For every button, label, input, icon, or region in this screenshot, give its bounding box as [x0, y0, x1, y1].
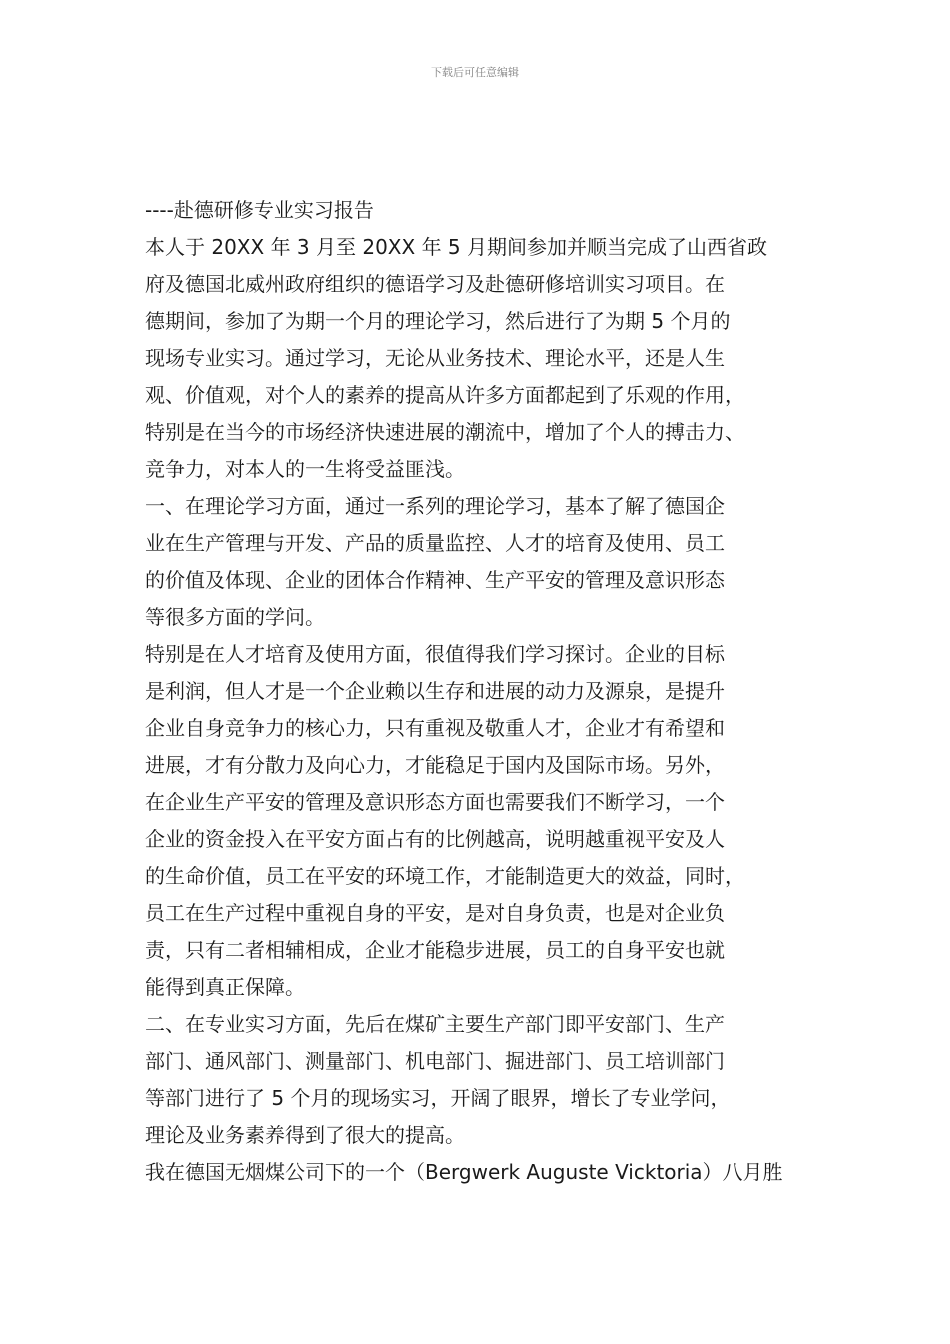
- title-line: ----赴德研修专业实习报告: [145, 198, 374, 222]
- text-line: 等部门进行了 5 个月的现场实习，开阔了眼界，增长了专业学问，: [145, 1086, 731, 1110]
- text-line: 府及德国北威州政府组织的德语学习及赴德研修培训实习项目。在: [145, 272, 725, 296]
- text-line: 二、在专业实习方面，先后在煤矿主要生产部门即平安部门、生产: [145, 1012, 725, 1036]
- text-line: 我在德国无烟煤公司下的一个（Bergwerk Auguste Vicktoria）八月胜: [145, 1160, 783, 1184]
- text-line: 企业的资金投入在平安方面占有的比例越高，说明越重视平安及人: [145, 827, 725, 851]
- text-line: 在企业生产平安的管理及意识形态方面也需要我们不断学习，一个: [145, 790, 725, 814]
- page-header: 下载后可任意编辑: [431, 66, 519, 79]
- text-line: 现场专业实习。通过学习，无论从业务技术、理论水平，还是人生: [145, 346, 725, 370]
- text-line: 特别是在人才培育及使用方面，很值得我们学习探讨。企业的目标: [145, 642, 725, 666]
- text-line: 观、价值观，对个人的素养的提高从许多方面都起到了乐观的作用，: [145, 383, 745, 407]
- text-line: 部门、通风部门、测量部门、机电部门、掘进部门、员工培训部门: [145, 1049, 725, 1073]
- text-line: 本人于 20XX 年 3 月至 20XX 年 5 月期间参加并顺当完成了山西省政: [145, 235, 768, 259]
- text-line: 的生命价值，员工在平安的环境工作，才能制造更大的效益，同时，: [145, 864, 745, 888]
- text-line: 的价值及体现、企业的团体合作精神、生产平安的管理及意识形态: [145, 568, 725, 592]
- text-line: 理论及业务素养得到了很大的提高。: [145, 1123, 465, 1147]
- text-line: 进展，才有分散力及向心力，才能稳足于国内及国际市场。另外，: [145, 753, 725, 777]
- text-line: 德期间，参加了为期一个月的理论学习，然后进行了为期 5 个月的: [145, 309, 731, 333]
- text-line: 一、在理论学习方面，通过一系列的理论学习，基本了解了德国企: [145, 494, 725, 518]
- text-line: 竞争力，对本人的一生将受益匪浅。: [145, 457, 465, 481]
- document-body: [145, 192, 825, 1191]
- text-line: 责，只有二者相辅相成，企业才能稳步进展，员工的自身平安也就: [145, 938, 725, 962]
- text-line: 等很多方面的学问。: [145, 605, 325, 629]
- text-line: 业在生产管理与开发、产品的质量监控、人才的培育及使用、员工: [145, 531, 725, 555]
- text-line: 特别是在当今的市场经济快速进展的潮流中，增加了个人的搏击力、: [145, 420, 745, 444]
- text-line: 是利润，但人才是一个企业赖以生存和进展的动力及源泉，是提升: [145, 679, 725, 703]
- text-line: 企业自身竞争力的核心力，只有重视及敬重人才，企业才有希望和: [145, 716, 725, 740]
- text-line: 能得到真正保障。: [145, 975, 305, 999]
- text-line: 员工在生产过程中重视自身的平安，是对自身负责，也是对企业负: [145, 901, 725, 925]
